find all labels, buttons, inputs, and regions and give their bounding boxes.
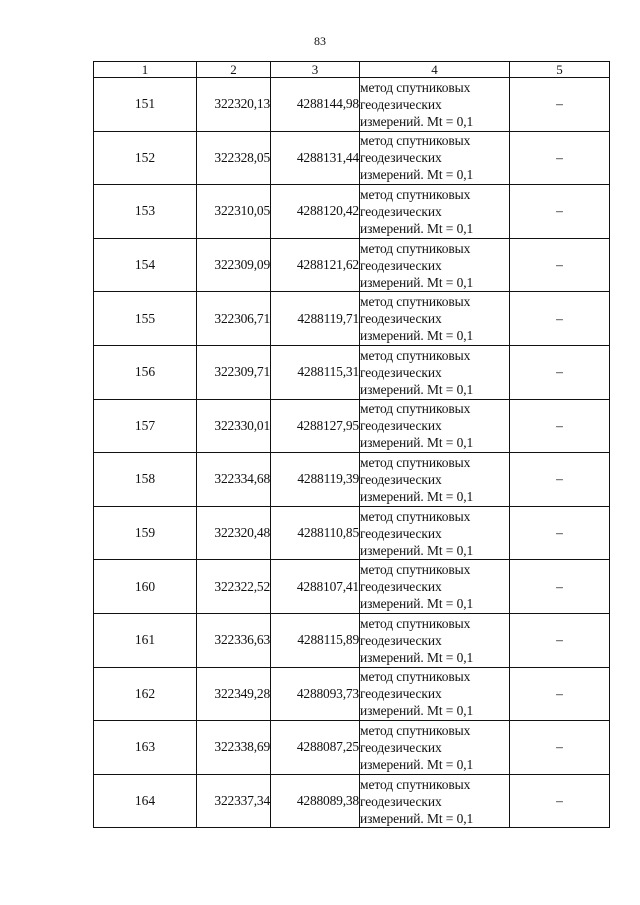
method-line: измерений. Mt = 0,1: [360, 113, 474, 129]
coordinate-x-cell: 322330,01: [197, 399, 271, 453]
method-line: метод спутниковых: [360, 508, 471, 524]
method-line: геодезических: [360, 418, 442, 434]
point-number-cell: 153: [94, 185, 197, 239]
table-row: [94, 506, 610, 560]
table-row: [94, 774, 610, 828]
coordinate-x-cell: 322320,13: [197, 78, 271, 132]
method-cell: [360, 721, 510, 775]
method-cell: [360, 345, 510, 399]
method-line: метод спутниковых: [360, 186, 471, 202]
column5-cell: –: [510, 238, 610, 292]
method-line: метод спутниковых: [360, 347, 471, 363]
method-line: геодезических: [360, 739, 442, 755]
method-cell: [360, 506, 510, 560]
coordinate-y-cell: 4288127,95: [271, 399, 360, 453]
coordinate-x-cell: 322320,48: [197, 506, 271, 560]
coordinate-y-cell: 4288089,38: [271, 774, 360, 828]
method-cell: [360, 78, 510, 132]
coordinate-x-cell: 322334,68: [197, 453, 271, 507]
point-number-cell: 154: [94, 238, 197, 292]
column5-cell: –: [510, 399, 610, 453]
method-line: метод спутниковых: [360, 401, 471, 417]
coordinate-y-cell: 4288115,89: [271, 613, 360, 667]
method-line: измерений. Mt = 0,1: [360, 435, 474, 451]
method-line: измерений. Mt = 0,1: [360, 328, 474, 344]
column-header: 5: [510, 62, 610, 78]
method-line: измерений. Mt = 0,1: [360, 756, 474, 772]
column5-cell: –: [510, 185, 610, 239]
table-row: [94, 399, 610, 453]
point-number-cell: 161: [94, 613, 197, 667]
method-line: геодезических: [360, 150, 442, 166]
coordinate-x-cell: 322337,34: [197, 774, 271, 828]
point-number-cell: 155: [94, 292, 197, 346]
method-cell: [360, 560, 510, 614]
point-number-cell: 163: [94, 721, 197, 775]
method-line: геодезических: [360, 257, 442, 273]
method-line: измерений. Mt = 0,1: [360, 488, 474, 504]
point-number-cell: 157: [94, 399, 197, 453]
method-line: геодезических: [360, 96, 442, 112]
method-line: геодезических: [360, 364, 442, 380]
method-line: метод спутниковых: [360, 722, 471, 738]
coordinate-x-cell: 322336,63: [197, 613, 271, 667]
table-row: [94, 667, 610, 721]
coordinates-table: [93, 61, 610, 828]
column-header: 3: [271, 62, 360, 78]
point-number-cell: 158: [94, 453, 197, 507]
method-cell: [360, 185, 510, 239]
method-line: метод спутниковых: [360, 615, 471, 631]
point-number-cell: 160: [94, 560, 197, 614]
method-line: метод спутниковых: [360, 562, 471, 578]
method-line: геодезических: [360, 686, 442, 702]
table-header: [94, 62, 610, 78]
method-cell: [360, 292, 510, 346]
method-line: измерений. Mt = 0,1: [360, 649, 474, 665]
table-row: [94, 345, 610, 399]
column5-cell: –: [510, 131, 610, 185]
method-line: метод спутниковых: [360, 776, 471, 792]
method-line: метод спутниковых: [360, 294, 471, 310]
coordinate-y-cell: 4288119,39: [271, 453, 360, 507]
method-line: измерений. Mt = 0,1: [360, 542, 474, 558]
column-header: 1: [94, 62, 197, 78]
coordinate-y-cell: 4288087,25: [271, 721, 360, 775]
point-number-cell: 164: [94, 774, 197, 828]
coordinate-x-cell: 322338,69: [197, 721, 271, 775]
table-row: [94, 721, 610, 775]
table-row: [94, 238, 610, 292]
method-line: геодезических: [360, 525, 442, 541]
point-number-cell: 156: [94, 345, 197, 399]
method-line: измерений. Mt = 0,1: [360, 274, 474, 290]
table-row: [94, 453, 610, 507]
column-header: 4: [360, 62, 510, 78]
header-row: [94, 62, 610, 78]
column5-cell: –: [510, 453, 610, 507]
method-cell: [360, 613, 510, 667]
column5-cell: –: [510, 613, 610, 667]
coordinate-x-cell: 322322,52: [197, 560, 271, 614]
method-line: метод спутниковых: [360, 133, 471, 149]
column5-cell: –: [510, 667, 610, 721]
method-line: метод спутниковых: [360, 669, 471, 685]
table-row: [94, 613, 610, 667]
coordinate-x-cell: 322349,28: [197, 667, 271, 721]
method-line: метод спутниковых: [360, 454, 471, 470]
table-row: [94, 292, 610, 346]
point-number-cell: 152: [94, 131, 197, 185]
method-line: измерений. Mt = 0,1: [360, 220, 474, 236]
coordinate-y-cell: 4288093,73: [271, 667, 360, 721]
method-cell: [360, 453, 510, 507]
coordinate-x-cell: 322310,05: [197, 185, 271, 239]
column5-cell: –: [510, 292, 610, 346]
method-line: измерений. Mt = 0,1: [360, 703, 474, 719]
column-header: 2: [197, 62, 271, 78]
coordinate-x-cell: 322309,71: [197, 345, 271, 399]
method-line: геодезических: [360, 793, 442, 809]
page-number: 83: [314, 34, 326, 48]
coordinate-x-cell: 322328,05: [197, 131, 271, 185]
coordinate-y-cell: 4288120,42: [271, 185, 360, 239]
method-cell: [360, 238, 510, 292]
table-row: [94, 560, 610, 614]
method-line: геодезических: [360, 311, 442, 327]
table-row: [94, 185, 610, 239]
column5-cell: –: [510, 560, 610, 614]
method-line: измерений. Mt = 0,1: [360, 167, 474, 183]
method-line: измерений. Mt = 0,1: [360, 381, 474, 397]
table-row: [94, 78, 610, 132]
coordinate-y-cell: 4288110,85: [271, 506, 360, 560]
column5-cell: –: [510, 721, 610, 775]
method-cell: [360, 667, 510, 721]
coordinate-y-cell: 4288107,41: [271, 560, 360, 614]
coordinate-y-cell: 4288119,71: [271, 292, 360, 346]
column5-cell: –: [510, 506, 610, 560]
method-line: метод спутниковых: [360, 79, 471, 95]
method-cell: [360, 131, 510, 185]
coordinate-y-cell: 4288121,62: [271, 238, 360, 292]
method-line: геодезических: [360, 632, 442, 648]
table-row: [94, 131, 610, 185]
table-body: [94, 78, 610, 828]
method-line: метод спутниковых: [360, 240, 471, 256]
coordinate-y-cell: 4288131,44: [271, 131, 360, 185]
column5-cell: –: [510, 345, 610, 399]
method-line: геодезических: [360, 203, 442, 219]
method-line: геодезических: [360, 579, 442, 595]
method-line: измерений. Mt = 0,1: [360, 810, 474, 826]
point-number-cell: 151: [94, 78, 197, 132]
point-number-cell: 159: [94, 506, 197, 560]
method-line: измерений. Mt = 0,1: [360, 596, 474, 612]
column5-cell: –: [510, 774, 610, 828]
coordinate-x-cell: 322306,71: [197, 292, 271, 346]
method-cell: [360, 774, 510, 828]
coordinate-y-cell: 4288115,31: [271, 345, 360, 399]
coordinate-x-cell: 322309,09: [197, 238, 271, 292]
coordinate-y-cell: 4288144,98: [271, 78, 360, 132]
method-cell: [360, 399, 510, 453]
method-line: геодезических: [360, 471, 442, 487]
point-number-cell: 162: [94, 667, 197, 721]
column5-cell: –: [510, 78, 610, 132]
